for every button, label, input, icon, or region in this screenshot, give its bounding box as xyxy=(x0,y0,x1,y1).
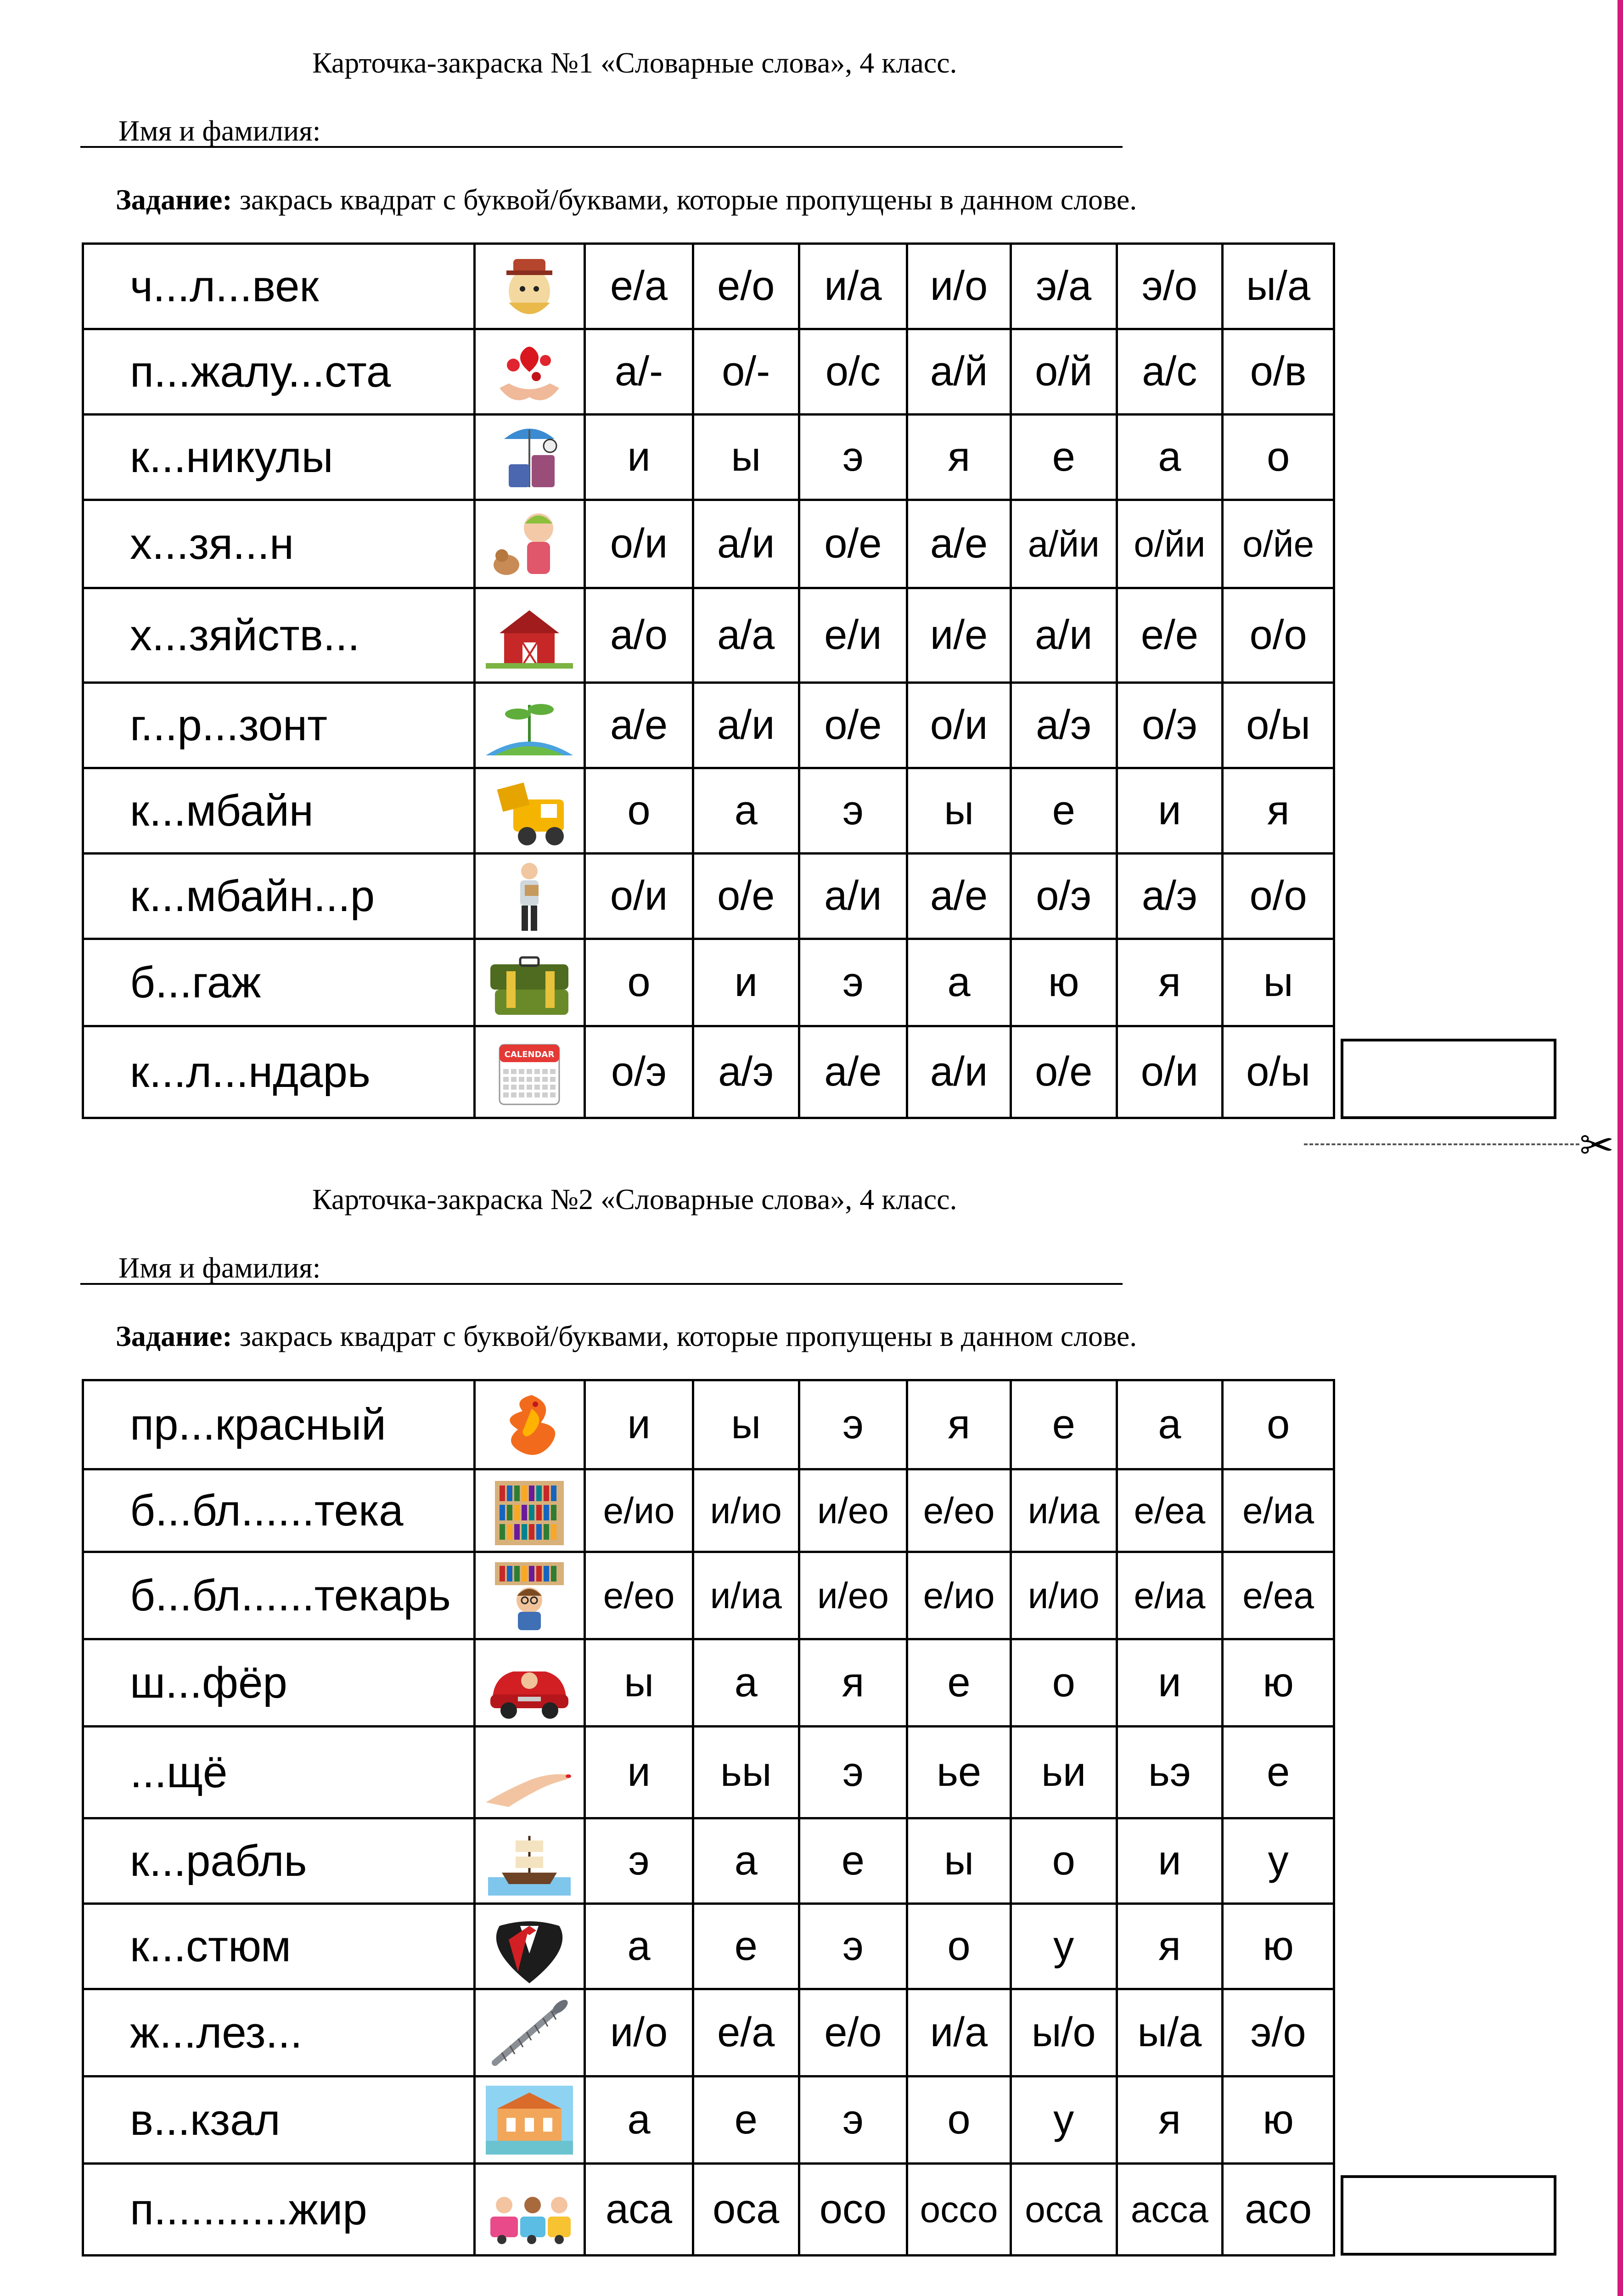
letter-option-cell[interactable]: осо xyxy=(799,2164,907,2256)
table-row xyxy=(83,854,1334,939)
letter-option-cell[interactable]: ы/а xyxy=(1223,244,1334,329)
bookshelf-icon xyxy=(474,1469,585,1552)
word-with-gaps: в...кзал xyxy=(83,2077,475,2164)
page-margin-stripe xyxy=(1617,0,1623,2296)
letter-option-cell[interactable]: е xyxy=(693,1904,799,1989)
word-with-gaps: ч...л...век xyxy=(83,244,475,329)
letter-option-cell[interactable]: и/е xyxy=(907,588,1011,683)
car-driver-icon xyxy=(474,1639,585,1727)
letter-option-cell[interactable]: у xyxy=(1011,2077,1117,2164)
letter-option-cell[interactable]: е/еа xyxy=(1117,1469,1223,1552)
word-with-gaps: пр...красный xyxy=(83,1380,475,1469)
task-instruction xyxy=(116,1319,1137,1353)
host-with-dog-icon xyxy=(474,500,585,588)
scissors-icon: ✂ xyxy=(1579,1121,1614,1170)
table-row xyxy=(83,1380,1334,1469)
letter-option-cell[interactable]: о xyxy=(585,768,693,854)
letter-option-cell[interactable]: э xyxy=(799,2077,907,2164)
letter-option-cell[interactable]: е/ео xyxy=(907,1469,1011,1552)
svg-text:CALENDAR: CALENDAR xyxy=(504,1049,555,1059)
table-row xyxy=(83,588,1334,683)
letter-option-cell[interactable]: и xyxy=(1117,1818,1223,1904)
farm-barn-icon xyxy=(474,588,585,683)
name-line[interactable] xyxy=(80,1283,1123,1285)
letter-option-cell[interactable]: а/й xyxy=(907,329,1011,415)
letter-option-cell[interactable]: а/е xyxy=(799,1026,907,1118)
letter-option-cell[interactable]: и/ио xyxy=(693,1469,799,1552)
screw-icon xyxy=(474,1989,585,2077)
letter-option-cell[interactable]: е/иа xyxy=(1117,1552,1223,1639)
letter-option-cell[interactable]: о xyxy=(1011,1818,1117,1904)
word-with-gaps: б...гаж xyxy=(83,939,475,1026)
letter-option-cell[interactable]: е/и xyxy=(799,588,907,683)
answer-box[interactable] xyxy=(1341,1039,1556,1119)
card-title: Карточка-закраска №1 «Словарные слова», 4 класс. xyxy=(312,46,957,79)
letter-option-cell[interactable]: ьы xyxy=(693,1727,799,1818)
letter-option-cell[interactable]: э/а xyxy=(1011,244,1117,329)
letter-option-cell[interactable]: аса xyxy=(585,2164,693,2256)
letter-option-cell[interactable]: а/и xyxy=(693,500,799,588)
letter-option-cell[interactable]: а/е xyxy=(585,683,693,768)
table-row xyxy=(83,329,1334,415)
letter-option-cell[interactable]: и/о xyxy=(585,1989,693,2077)
letter-option-cell[interactable]: о/йе xyxy=(1223,500,1334,588)
combine-operator-icon xyxy=(474,854,585,939)
letter-option-cell[interactable]: о/и xyxy=(907,683,1011,768)
letter-option-cell[interactable]: о/й xyxy=(1011,329,1117,415)
letter-option-cell[interactable]: е/иа xyxy=(1223,1469,1334,1552)
letter-option-cell[interactable]: я xyxy=(907,415,1011,500)
letter-option-cell[interactable]: и xyxy=(585,1727,693,1818)
letter-option-cell[interactable]: е/еа xyxy=(1223,1552,1334,1639)
letter-option-cell[interactable]: асса xyxy=(1117,2164,1223,2256)
table-row xyxy=(83,244,1334,329)
name-label: Имя и фамилия: xyxy=(118,114,321,147)
word-with-gaps: к...л...ндарь xyxy=(83,1026,475,1118)
word-with-gaps: ж...лез... xyxy=(83,1989,475,2077)
letter-option-cell[interactable]: а/и xyxy=(1011,588,1117,683)
calendar-icon xyxy=(474,1026,585,1118)
letter-option-cell[interactable]: я xyxy=(1223,768,1334,854)
letter-option-cell[interactable]: ьи xyxy=(1011,1727,1117,1818)
letter-option-cell[interactable]: е xyxy=(799,1818,907,1904)
word-with-gaps: ...щё xyxy=(83,1727,475,1818)
name-label: Имя и фамилия: xyxy=(118,1251,321,1284)
letter-option-cell[interactable]: а xyxy=(585,1904,693,1989)
table-row xyxy=(83,768,1334,854)
table-row xyxy=(83,939,1334,1026)
letter-option-cell[interactable]: а/с xyxy=(1117,329,1223,415)
letter-option-cell[interactable]: о xyxy=(907,2077,1011,2164)
letter-option-cell[interactable]: э xyxy=(799,1727,907,1818)
letter-option-cell[interactable]: я xyxy=(907,1380,1011,1469)
letter-option-cell[interactable]: е xyxy=(1223,1727,1334,1818)
letter-option-cell[interactable]: ьэ xyxy=(1117,1727,1223,1818)
table-row xyxy=(83,415,1334,500)
letter-option-cell[interactable]: о/ы xyxy=(1223,1026,1334,1118)
word-with-gaps: г...р...зонт xyxy=(83,683,475,768)
table-row xyxy=(83,1818,1334,1904)
letter-option-cell[interactable]: е xyxy=(907,1639,1011,1727)
letter-option-cell[interactable]: о xyxy=(585,939,693,1026)
letter-option-cell[interactable]: а xyxy=(693,768,799,854)
letter-option-cell[interactable]: и xyxy=(1117,768,1223,854)
letter-option-cell[interactable]: ы xyxy=(693,1380,799,1469)
letter-option-cell[interactable]: ы xyxy=(907,768,1011,854)
letter-option-cell[interactable]: асо xyxy=(1223,2164,1334,2256)
letter-option-cell[interactable]: е/ио xyxy=(907,1552,1011,1639)
letter-option-cell[interactable]: я xyxy=(1117,939,1223,1026)
letter-option-cell[interactable]: а/е xyxy=(907,854,1011,939)
letter-option-cell[interactable]: а/э xyxy=(693,1026,799,1118)
letter-option-cell[interactable]: е/о xyxy=(799,1989,907,2077)
letter-option-cell[interactable]: и/а xyxy=(907,1989,1011,2077)
hands-with-hearts-icon xyxy=(474,329,585,415)
railway-station-icon xyxy=(474,2077,585,2164)
word-with-gaps: б...бл......тека xyxy=(83,1469,475,1552)
letter-option-cell[interactable]: а xyxy=(693,1639,799,1727)
letter-option-cell[interactable]: е xyxy=(1011,1380,1117,1469)
letter-option-cell[interactable]: э xyxy=(799,415,907,500)
letter-option-cell[interactable]: е/е xyxy=(1117,588,1223,683)
letter-option-cell[interactable]: и xyxy=(693,939,799,1026)
letter-option-cell[interactable]: а/е xyxy=(907,500,1011,588)
letter-option-cell[interactable]: о/е xyxy=(693,854,799,939)
letter-option-cell[interactable]: ы/о xyxy=(1011,1989,1117,2077)
letter-option-cell[interactable]: а/и xyxy=(693,683,799,768)
table-row xyxy=(83,1989,1334,2077)
letter-option-cell[interactable]: ы xyxy=(693,415,799,500)
letter-option-cell[interactable]: е/а xyxy=(585,244,693,329)
letter-option-cell[interactable]: э xyxy=(585,1818,693,1904)
letter-option-cell[interactable]: о/э xyxy=(1011,854,1117,939)
table-row xyxy=(83,2077,1334,2164)
letter-option-cell[interactable]: а/и xyxy=(799,854,907,939)
train-passengers-icon xyxy=(474,2164,585,2256)
letter-option-cell[interactable]: ы xyxy=(585,1639,693,1727)
table-row xyxy=(83,1727,1334,1818)
answer-box[interactable] xyxy=(1341,2175,1556,2256)
letter-option-cell[interactable]: и xyxy=(1117,1639,1223,1727)
task-text: закрась квадрат с буквой/буквами, которые пропущены в данном слове. xyxy=(232,1320,1137,1352)
word-with-gaps: к...мбайн...р xyxy=(83,854,475,939)
librarian-icon xyxy=(474,1552,585,1639)
letter-option-cell[interactable]: о/е xyxy=(799,500,907,588)
letter-option-cell[interactable]: и/ио xyxy=(1011,1552,1117,1639)
table-row xyxy=(83,500,1334,588)
table-row xyxy=(83,1026,1334,1118)
task-text: закрась квадрат с буквой/буквами, которые пропущены в данном слове. xyxy=(232,183,1137,216)
letter-option-cell[interactable]: е/о xyxy=(693,244,799,329)
letter-option-cell[interactable]: у xyxy=(1011,1904,1117,1989)
word-with-gaps: к...мбайн xyxy=(83,768,475,854)
combine-machine-icon xyxy=(474,768,585,854)
word-table xyxy=(82,242,1335,1119)
letter-option-cell[interactable]: о/е xyxy=(799,683,907,768)
letter-option-cell[interactable]: а xyxy=(907,939,1011,1026)
task-instruction xyxy=(116,183,1137,217)
ship-icon xyxy=(474,1818,585,1904)
baggage-suitcases-icon xyxy=(474,939,585,1026)
letter-option-cell[interactable]: о xyxy=(1223,1380,1334,1469)
name-line[interactable] xyxy=(80,146,1123,148)
letter-option-cell[interactable]: а/- xyxy=(585,329,693,415)
cut-line xyxy=(1304,1143,1579,1145)
letter-option-cell[interactable]: а xyxy=(1117,415,1223,500)
letter-option-cell[interactable]: и/о xyxy=(907,244,1011,329)
table-row xyxy=(83,1469,1334,1552)
letter-option-cell[interactable]: о/и xyxy=(585,854,693,939)
letter-option-cell[interactable]: о/е xyxy=(1011,1026,1117,1118)
letter-option-cell[interactable]: о/- xyxy=(693,329,799,415)
letter-option-cell[interactable]: о/и xyxy=(1117,1026,1223,1118)
letter-option-cell[interactable]: э xyxy=(799,1380,907,1469)
letter-option-cell[interactable]: и/ео xyxy=(799,1552,907,1639)
letter-option-cell[interactable]: оса xyxy=(693,2164,799,2256)
letter-option-cell[interactable]: о/э xyxy=(1117,683,1223,768)
firebird-icon xyxy=(474,1380,585,1469)
letter-option-cell[interactable]: ы xyxy=(1223,939,1334,1026)
letter-option-cell[interactable]: ю xyxy=(1011,939,1117,1026)
word-with-gaps: п...жалу...ста xyxy=(83,329,475,415)
table-row xyxy=(83,683,1334,768)
letter-option-cell[interactable]: и xyxy=(585,415,693,500)
table-row xyxy=(83,1904,1334,1989)
task-bold-label: Задание: xyxy=(116,183,232,216)
letter-option-cell[interactable]: а/и xyxy=(907,1026,1011,1118)
letter-option-cell[interactable]: е/ео xyxy=(585,1552,693,1639)
letter-option-cell[interactable]: е xyxy=(693,2077,799,2164)
letter-option-cell[interactable]: э xyxy=(799,939,907,1026)
letter-option-cell[interactable]: а xyxy=(1117,1380,1223,1469)
letter-option-cell[interactable]: о/о xyxy=(1223,588,1334,683)
letter-option-cell[interactable]: о xyxy=(907,1904,1011,1989)
letter-option-cell[interactable]: э/о xyxy=(1223,1989,1334,2077)
letter-option-cell[interactable]: о/в xyxy=(1223,329,1334,415)
letter-option-cell[interactable]: о/э xyxy=(585,1026,693,1118)
letter-option-cell[interactable]: ы xyxy=(907,1818,1011,1904)
table-row xyxy=(83,2164,1334,2256)
table-row xyxy=(83,1639,1334,1727)
letter-option-cell[interactable]: а/э xyxy=(1117,854,1223,939)
word-with-gaps: ш...фёр xyxy=(83,1639,475,1727)
letter-option-cell[interactable]: у xyxy=(1223,1818,1334,1904)
letter-option-cell[interactable]: е/а xyxy=(693,1989,799,2077)
man-with-hat-icon xyxy=(474,244,585,329)
letter-option-cell[interactable]: е/ио xyxy=(585,1469,693,1552)
letter-option-cell[interactable]: и/иа xyxy=(1011,1469,1117,1552)
word-with-gaps: к...рабль xyxy=(83,1818,475,1904)
letter-option-cell[interactable]: о xyxy=(1223,415,1334,500)
letter-option-cell[interactable]: ю xyxy=(1223,1639,1334,1727)
letter-option-cell[interactable]: э xyxy=(799,768,907,854)
word-with-gaps: к...никулы xyxy=(83,415,475,500)
letter-option-cell[interactable]: ю xyxy=(1223,2077,1334,2164)
letter-option-cell[interactable]: и/а xyxy=(799,244,907,329)
letter-option-cell[interactable]: э/о xyxy=(1117,244,1223,329)
letter-option-cell[interactable]: ы/а xyxy=(1117,1989,1223,2077)
letter-option-cell[interactable]: я xyxy=(1117,2077,1223,2164)
suit-tuxedo-icon xyxy=(474,1904,585,1989)
letter-option-cell[interactable]: е xyxy=(1011,415,1117,500)
word-with-gaps: б...бл......текарь xyxy=(83,1552,475,1639)
letter-option-cell[interactable]: а/э xyxy=(1011,683,1117,768)
task-bold-label: Задание: xyxy=(116,1320,232,1352)
word-with-gaps: п...........жир xyxy=(83,2164,475,2256)
letter-option-cell[interactable]: а xyxy=(585,2077,693,2164)
letter-option-cell[interactable]: осса xyxy=(1011,2164,1117,2256)
letter-option-cell[interactable]: ю xyxy=(1223,1904,1334,1989)
letter-option-cell[interactable]: о/с xyxy=(799,329,907,415)
word-with-gaps: к...стюм xyxy=(83,1904,475,1989)
vacation-luggage-icon xyxy=(474,415,585,500)
word-table xyxy=(82,1379,1335,2257)
letter-option-cell[interactable]: ье xyxy=(907,1727,1011,1818)
letter-option-cell[interactable]: а/а xyxy=(693,588,799,683)
table-row xyxy=(83,1552,1334,1639)
card-title: Карточка-закраска №2 «Словарные слова», 4 класс. xyxy=(312,1183,957,1216)
letter-option-cell[interactable]: а/йи xyxy=(1011,500,1117,588)
letter-option-cell[interactable]: о/йи xyxy=(1117,500,1223,588)
letter-option-cell[interactable]: о xyxy=(1011,1639,1117,1727)
letter-option-cell[interactable]: о/и xyxy=(585,500,693,588)
word-with-gaps: х...зя...н xyxy=(83,500,475,588)
letter-option-cell[interactable]: я xyxy=(799,1639,907,1727)
letter-option-cell[interactable]: о/ы xyxy=(1223,683,1334,768)
letter-option-cell[interactable]: а/о xyxy=(585,588,693,683)
letter-option-cell[interactable]: оссо xyxy=(907,2164,1011,2256)
letter-option-cell[interactable]: э xyxy=(799,1904,907,1989)
letter-option-cell[interactable]: и/ео xyxy=(799,1469,907,1552)
letter-option-cell[interactable]: е xyxy=(1011,768,1117,854)
letter-option-cell[interactable]: я xyxy=(1117,1904,1223,1989)
word-with-gaps: х...зяйств... xyxy=(83,588,475,683)
earth-horizon-icon xyxy=(474,683,585,768)
letter-option-cell[interactable]: а xyxy=(693,1818,799,1904)
letter-option-cell[interactable]: о/о xyxy=(1223,854,1334,939)
hand-icon xyxy=(474,1727,585,1818)
letter-option-cell[interactable]: и xyxy=(585,1380,693,1469)
letter-option-cell[interactable]: и/иа xyxy=(693,1552,799,1639)
